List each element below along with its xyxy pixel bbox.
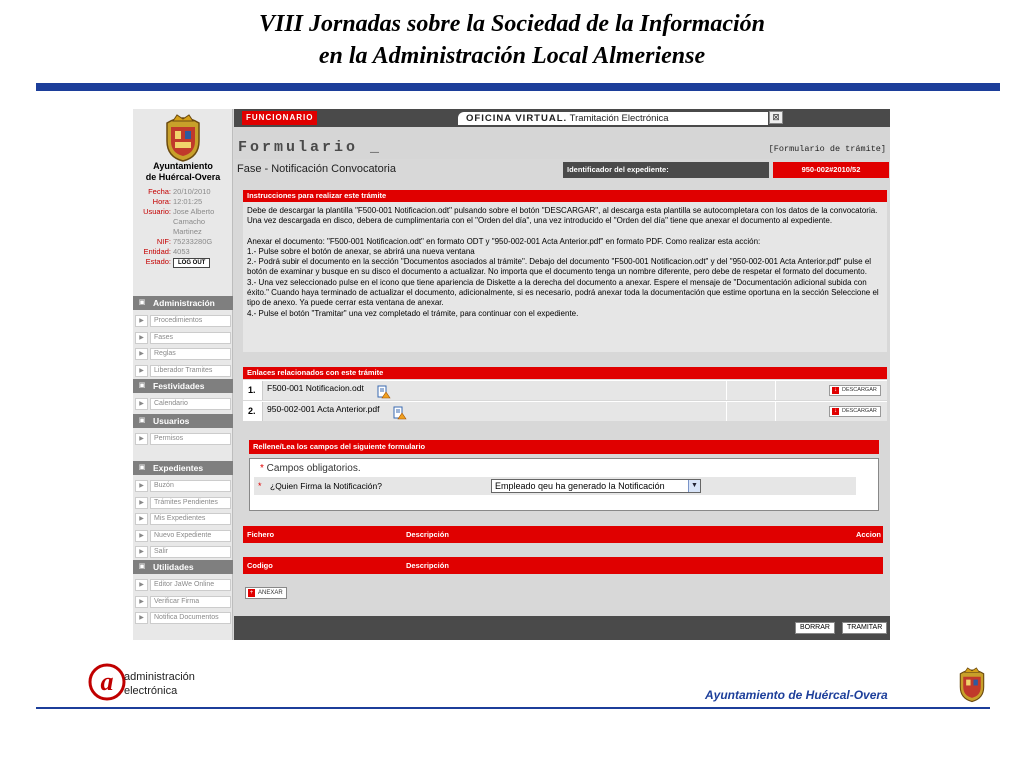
- firma-select-value: Empleado qeu ha generado la Notificación: [495, 481, 665, 491]
- nif-label: NIF:: [156, 237, 171, 246]
- sidebar-item[interactable]: [133, 595, 233, 609]
- sidebar-item[interactable]: [133, 529, 233, 543]
- nif-value: 75233280G: [173, 237, 213, 246]
- sidebar-item[interactable]: [133, 496, 233, 510]
- tab-funcionario[interactable]: FUNCIONARIO: [242, 111, 317, 125]
- col-descripcion: Descripción: [406, 561, 449, 570]
- instructions-step2: 2.- Podrá subir el documento en la sección "Documentos asociados al trámite". Debajo del documento "F500-001 Notificacion.odt" y del "950-002-001 Acta Anterior.pdf" pulse el botón de examinar y busque en su disco el documento a actualizar. No importa que el documento tenga un nombre diferente, pero debe de respetar el formato del documento.: [247, 257, 872, 277]
- sidebar-item-label: Salir: [150, 546, 231, 558]
- instructions-p2: Anexar el documento: "F500-001 Notificacion.odt" en formato ODT y "950-002-001 Acta Anterior.pdf" en formato PDF. Como realizar esta acción:: [247, 236, 761, 246]
- sidebar-section-title: Festividades: [153, 381, 205, 391]
- app-window: [133, 109, 890, 640]
- fill-form-box: [249, 458, 879, 511]
- col-accion: Accion: [855, 530, 881, 539]
- sidebar-item-label: Editor JaWe Online: [150, 579, 231, 591]
- link-row: [243, 380, 887, 400]
- document-warning-icon[interactable]: [393, 406, 407, 420]
- link-number: 2.: [243, 402, 263, 421]
- sidebar-section-title: Administración: [153, 298, 215, 308]
- borrar-button[interactable]: BORRAR: [795, 622, 835, 634]
- fecha-label: Fecha:: [148, 187, 171, 196]
- lock-icon: ▣: [138, 299, 146, 306]
- sidebar-item-label: Verificar Firma: [150, 596, 231, 608]
- sidebar-section-header[interactable]: [133, 414, 233, 428]
- form-title: Formulario _: [238, 139, 383, 156]
- entidad-label: Entidad:: [143, 247, 171, 256]
- required-star: *: [260, 463, 264, 474]
- sidebar-item-label: Permisos: [150, 433, 231, 445]
- chevron-right-icon: ▶: [135, 612, 148, 624]
- sidebar: [133, 109, 233, 640]
- link-number: 1.: [243, 381, 263, 400]
- form-tag: [Formulario de trámite]: [768, 144, 886, 154]
- sidebar-org-name: [133, 161, 233, 183]
- session-info: [133, 187, 233, 268]
- logout-button[interactable]: LOG OUT: [173, 258, 210, 268]
- col-fichero: Fichero: [247, 530, 275, 539]
- sidebar-item[interactable]: [133, 611, 233, 625]
- download-label: DESCARGAR: [842, 387, 877, 393]
- instructions-step4: 4.- Pulse el botón "Tramitar" una vez completado el trámite, para continuar con el expediente.: [247, 308, 579, 318]
- chevron-right-icon: ▶: [135, 513, 148, 525]
- sidebar-item[interactable]: [133, 397, 233, 411]
- close-icon[interactable]: ⊠: [769, 111, 783, 124]
- slide-title-line1: VIII Jornadas sobre la Sociedad de la Información: [258, 11, 766, 37]
- link-file-name[interactable]: 950-002-001 Acta Anterior.pdf: [267, 404, 380, 414]
- chevron-right-icon: ▶: [135, 546, 148, 558]
- tramitar-button[interactable]: TRAMITAR: [842, 622, 887, 634]
- logo-line2: electrónica: [124, 685, 178, 697]
- link-file-name[interactable]: F500-001 Notificacion.odt: [267, 383, 364, 393]
- sidebar-item-label: Fases: [150, 332, 231, 344]
- sidebar-item[interactable]: [133, 364, 233, 378]
- sidebar-item-label: Reglas: [150, 348, 231, 360]
- footer-org-name: Ayuntamiento de Huércal-Overa: [705, 688, 888, 702]
- links-header: Enlaces relacionados con este trámite: [243, 367, 887, 379]
- sidebar-item-label: Nuevo Expediente: [150, 530, 231, 542]
- oficina-subtitle: Tramitación Electrónica: [567, 113, 669, 124]
- instructions-header: Instrucciones para realizar este trámite: [243, 190, 887, 202]
- logo-line1: administración: [124, 671, 195, 683]
- chevron-right-icon: ▶: [135, 398, 148, 410]
- instructions-p1: Debe de descargar la plantilla "F500-001 Notificacion.odt" pulsando sobre el botón "DESCARGAR", al descarga esta plantilla se autocompletara con los datos de la convocatoria. Una vez descargada en disco, debera de cumplimentaria con el "Orden del día", una vez introducido el "Orden del día" tiene que anexar el documento al expediente.: [247, 206, 878, 226]
- chevron-right-icon: ▶: [135, 433, 148, 445]
- sidebar-section-title: Usuarios: [153, 416, 190, 426]
- codes-table-header: [243, 557, 883, 574]
- sidebar-item-label: Mis Expedientes: [150, 513, 231, 525]
- lock-icon: ▣: [138, 382, 146, 389]
- sidebar-section-header[interactable]: [133, 560, 233, 574]
- document-warning-icon[interactable]: [377, 385, 391, 399]
- sidebar-item[interactable]: [133, 314, 233, 328]
- sidebar-section-title: Expedientes: [153, 463, 204, 473]
- phase-title: Fase - Notificación Convocatoria: [237, 163, 396, 175]
- org-name-line1: Ayuntamiento: [153, 161, 213, 171]
- anexar-button[interactable]: [245, 587, 287, 599]
- sidebar-item-label: Liberador Tramites: [150, 365, 231, 377]
- sidebar-section-header[interactable]: [133, 461, 233, 475]
- bottom-bar: [234, 616, 890, 640]
- expediente-label: Identificador del expediente:: [563, 162, 769, 178]
- instructions-body: [243, 202, 887, 352]
- chevron-right-icon: ▶: [135, 530, 148, 542]
- sidebar-item[interactable]: [133, 347, 233, 361]
- sidebar-item-label: Trámites Pendientes: [150, 497, 231, 509]
- col-descripcion: Descripción: [406, 530, 449, 539]
- download-button[interactable]: [829, 406, 881, 417]
- chevron-right-icon: ▶: [135, 596, 148, 608]
- org-name-line2: de Huércal-Overa: [145, 172, 221, 182]
- coat-of-arms-icon: [161, 111, 205, 163]
- form-header: [234, 127, 890, 159]
- download-icon: ↓: [834, 408, 837, 414]
- entidad-value: 4053: [173, 247, 190, 256]
- firma-label: ¿Quien Firma la Notificación?: [270, 481, 382, 491]
- sidebar-item-label: Notifica Documentos: [150, 612, 231, 624]
- slide-title: [0, 8, 1024, 72]
- instructions-step1: 1.- Pulse sobre el botón de anexar, se abrirá una nueva ventana: [247, 246, 475, 256]
- slide-title-line2: en la Administración Local Almeriense: [318, 43, 706, 69]
- expediente-value: 950-002#2010/52: [773, 162, 889, 178]
- usuario-value: Jose Alberto Camacho Martinez: [173, 207, 215, 236]
- chevron-right-icon: ▶: [135, 497, 148, 509]
- lock-icon: ▣: [138, 563, 146, 570]
- chevron-down-icon[interactable]: ▼: [688, 480, 700, 492]
- lock-icon: ▣: [138, 417, 146, 424]
- chevron-right-icon: ▶: [135, 480, 148, 492]
- firma-select[interactable]: [491, 479, 701, 493]
- sidebar-section-title: Utilidades: [153, 562, 194, 572]
- sidebar-item[interactable]: [133, 479, 233, 493]
- download-label: DESCARGAR: [842, 408, 877, 414]
- logo-text: [124, 670, 195, 698]
- footer-rule: [36, 707, 990, 709]
- sidebar-item[interactable]: [133, 331, 233, 345]
- sidebar-section-header[interactable]: [133, 379, 233, 393]
- sidebar-item-label: Procedimientos: [150, 315, 231, 327]
- lock-icon: ▣: [138, 464, 146, 471]
- download-icon: ↓: [834, 387, 837, 393]
- hora-label: Hora:: [152, 197, 171, 206]
- administracion-electronica-logo: [87, 662, 127, 702]
- col-codigo: Codigo: [247, 561, 273, 570]
- required-text: Campos obligatorios.: [263, 463, 361, 474]
- chevron-right-icon: ▶: [135, 315, 148, 327]
- hora-value: 12:01:25: [173, 197, 203, 206]
- sidebar-item[interactable]: [133, 512, 233, 526]
- coat-of-arms-icon: [955, 665, 989, 703]
- usuario-label: Usuario:: [143, 207, 171, 216]
- sidebar-item-label: Calendario: [150, 398, 231, 410]
- title-rule: [36, 83, 1000, 91]
- oficina-title: OFICINA VIRTUAL.: [466, 113, 568, 124]
- fill-form-header: Rellene/Lea los campos del siguiente formulario: [249, 440, 879, 454]
- link-row: [243, 401, 887, 421]
- sidebar-item[interactable]: [133, 545, 233, 559]
- instructions-step3: 3.- Una vez seleccionado pulse en el icono que tiene apariencia de Diskette a la derecha del documento a anexar. Espere el mensaje de "Documentación adicional subida con éxito." Cuando haya terminado de actualizar el documento, adicionalmente, si es necesario, podrá anexar toda la documentación que estime oportuna en la sección Seleccione el tipo de anexo. Ya puede cerrar esta ventana de anexar.: [247, 277, 879, 308]
- attach-icon: +: [249, 590, 254, 596]
- anexar-label: ANEXAR: [258, 590, 283, 596]
- sidebar-section-header[interactable]: [133, 296, 233, 310]
- estado-label: Estado:: [145, 257, 171, 266]
- sidebar-item-label: Buzón: [150, 480, 231, 492]
- chevron-right-icon: ▶: [135, 579, 148, 591]
- chevron-right-icon: ▶: [135, 348, 148, 360]
- fecha-value: 20/10/2010: [173, 187, 211, 196]
- sidebar-item[interactable]: [133, 578, 233, 592]
- sidebar-item[interactable]: [133, 432, 233, 446]
- download-button[interactable]: [829, 385, 881, 396]
- svg-text:a: a: [100, 667, 114, 696]
- chevron-right-icon: ▶: [135, 332, 148, 344]
- oficina-virtual-tab: [458, 112, 768, 125]
- field-row: [254, 477, 856, 495]
- required-star: *: [258, 481, 262, 491]
- files-table-header: [243, 526, 883, 543]
- chevron-right-icon: ▶: [135, 365, 148, 377]
- required-note: [260, 463, 361, 474]
